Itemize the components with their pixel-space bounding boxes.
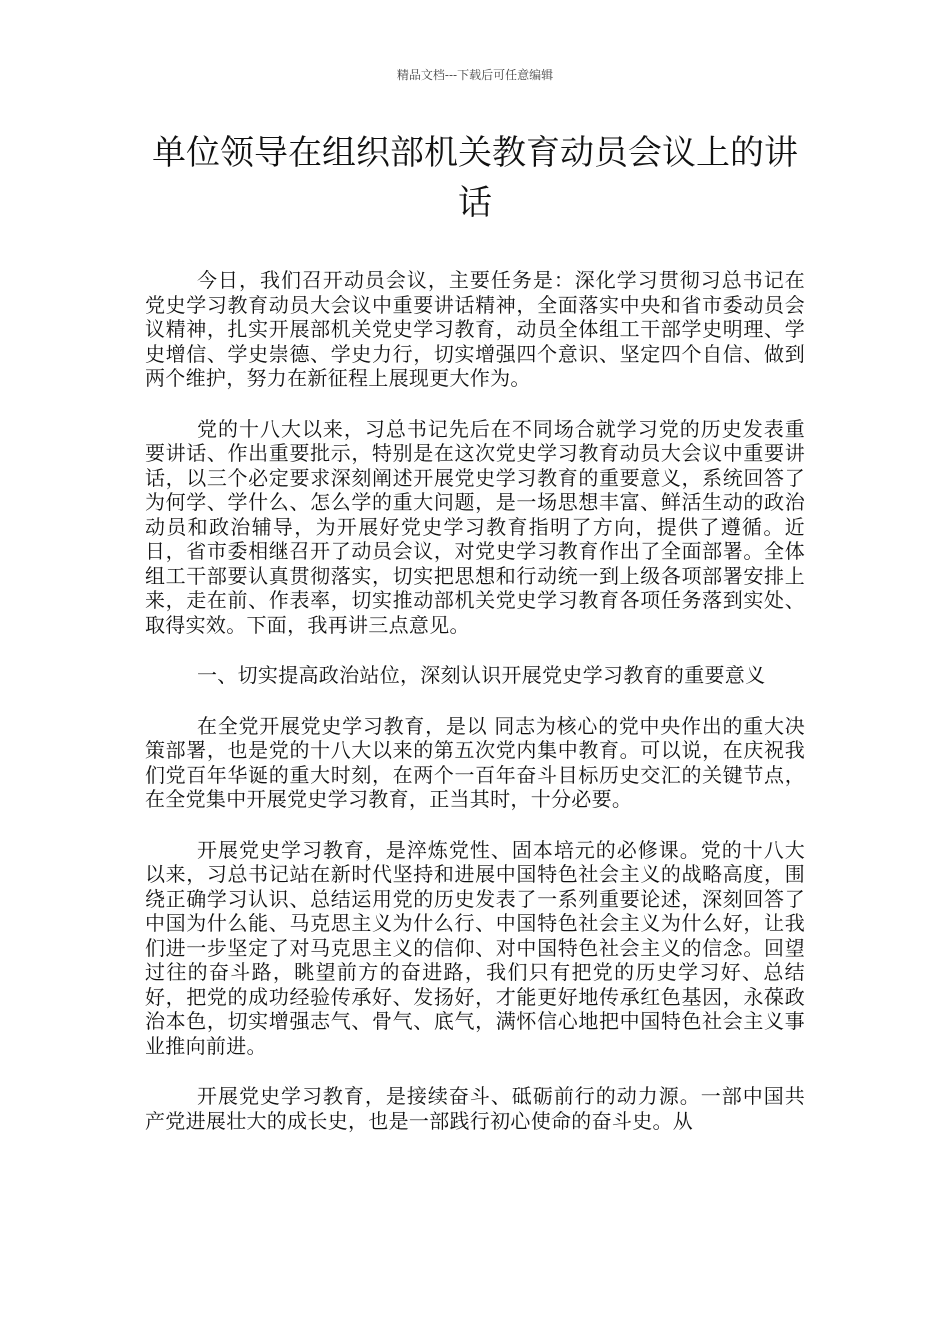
header-note: 精品文档---下载后可任意编辑 (396, 68, 554, 82)
document-body (145, 268, 805, 1159)
paragraph-4: 开展党史学习教育，是淬炼党性、固本培元的必修课。党的十八大以来，习总书记站在新时代坚持和进展中国特色社会主义的战略高度，围绕正确学习认识、总结运用党的历史发表了一系列重要论述，深刻回答了中国为什么能、马克思主义为什么行、中国特色社会主义为什么好，让我们进一步坚定了对马克思主义的信仰、对中国特色社会主义的信念。回望过往的奋斗路，眺望前方的奋进路，我们只有把党的历史学习好、总结好，把党的成功经验传承好、发扬好，才能更好地传承红色基因，永葆政治本色，切实增强志气、骨气、底气，满怀信心地把中国特色社会主义事业推向前进。 (145, 837, 805, 1058)
paragraph-1: 今日，我们召开动员会议，主要任务是：深化学习贯彻习总书记在党史学习教育动员大会议中重要讲话精神，全面落实中央和省市委动员会议精神，扎实开展部机关党史学习教育，动员全体组工干部学史明理、学史增信、学史崇德、学史力行，切实增强四个意识、坚定四个自信、做到两个维护，努力在新征程上展现更大作为。 (145, 268, 805, 390)
paragraph-3: 在全党开展党史学习教育，是以 同志为核心的党中央作出的重大决策部署，也是党的十八大以来的第五次党内集中教育。可以说，在庆祝我们党百年华诞的重大时刻，在两个一百年奋斗目标历史交汇的关键节点，在全党集中开展党史学习教育，正当其时，十分必要。 (145, 713, 805, 811)
document-title: 单位领导在组织部机关教育动员会议上的讲话 (152, 133, 798, 223)
paragraph-2: 党的十八大以来，习总书记先后在不同场合就学习党的历史发表重要讲话、作出重要批示，特别是在这次党史学习教育动员大会议中重要讲话，以三个必定要求深刻阐述开展党史学习教育的重要意义，系统回答了为何学、学什么、怎么学的重大问题，是一场思想丰富、鲜活生动的政治动员和政治辅导，为开展好党史学习教育指明了方向，提供了遵循。近日，省市委相继召开了动员会议，对党史学习教育作出了全面部署。全体组工干部要认真贯彻落实，切实把思想和行动统一到上级各项部署安排上来，走在前、作表率，切实推动部机关党史学习教育各项任务落到实处、取得实效。下面，我再讲三点意见。 (145, 416, 805, 637)
paragraph-5: 开展党史学习教育，是接续奋斗、砥砺前行的动力源。一部中国共产党进展壮大的成长史，也是一部践行初心使命的奋斗史。从 (145, 1084, 805, 1133)
section-heading-1: 一、切实提高政治站位，深刻认识开展党史学习教育的重要意义 (197, 663, 766, 687)
